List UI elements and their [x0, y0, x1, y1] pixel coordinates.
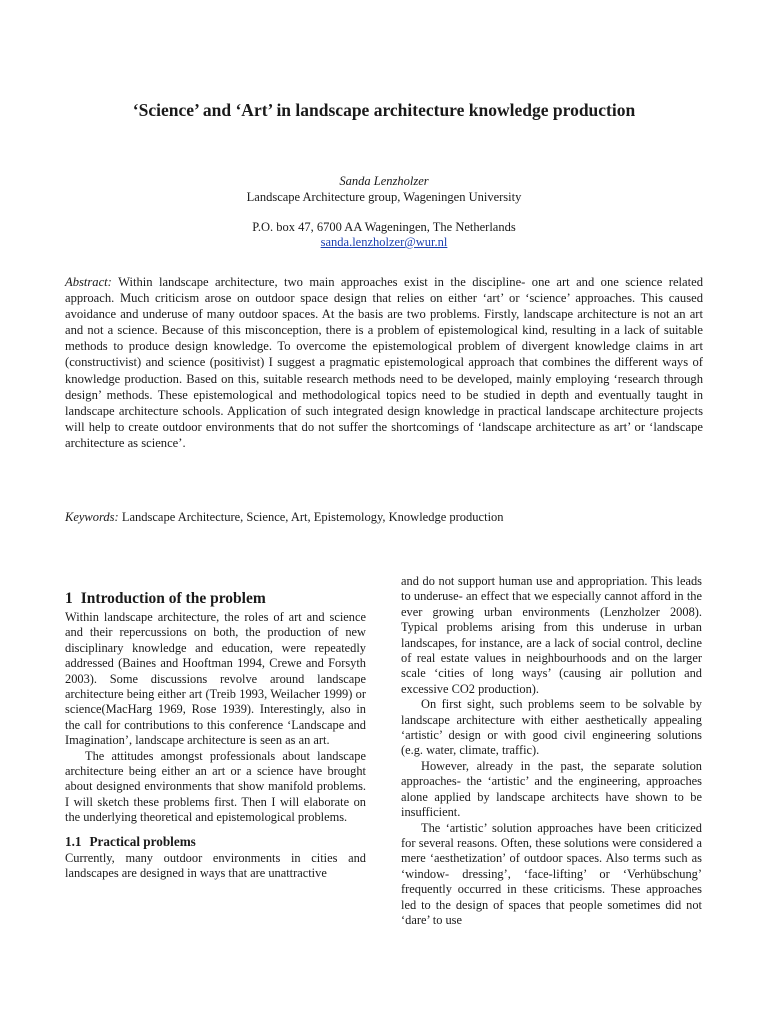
author-address: P.O. box 47, 6700 AA Wageningen, The Netherlands: [252, 220, 516, 234]
right-paragraph-1: and do not support human use and appropriation. This leads to underuse- an effect that we especially cannot afford in the ever growing urban environments (Lenzholzer 2008). Typical problems arising from this underuse in urban landscapes, for instance, are a lack of social control, decline of real estate values in neighbourhoods and on the larger scale ‘cities of long ways’ (causing air pollution and excessive CO2 production).: [401, 574, 702, 696]
right-column: [401, 574, 702, 928]
right-paragraph-3: However, already in the past, the separate solution approaches- the ‘artistic’ and the engineering, approaches alone applied by landscape architects have shown to be insufficient.: [401, 758, 702, 820]
right-paragraph-2: On first sight, such problems seem to be solvable by landscape architecture with either aesthetically appealing ‘artistic’ design or with good civil engineering solutions (e.g. water, climate, traffic).: [401, 697, 702, 758]
section-1-heading: [65, 590, 366, 608]
abstract-label: Abstract:: [65, 275, 112, 289]
keywords-text: Landscape Architecture, Science, Art, Epistemology, Knowledge production: [121, 510, 504, 524]
author-name: Sanda Lenzholzer: [339, 174, 429, 188]
author-email-line: [0, 235, 768, 250]
right-paragraph-4: The ‘artistic’ solution approaches have been criticized for several reasons. Often, these solutions were considered a mere ‘aesthetization’ of outdoor spaces. Also terms such as ‘window- dressing’, ‘face-lifting’ or ‘Verhübschung’ frequently occurred in these criticisms. These approaches led to the design of spaces that people sometimes did not ‘dare’ to use: [401, 820, 702, 927]
section-1-number: 1: [65, 590, 73, 607]
author-email-link[interactable]: sanda.lenzholzer@wur.nl: [320, 235, 448, 249]
section-1-title: Introduction of the problem: [80, 590, 266, 607]
section-1-1-paragraph-1: Currently, many outdoor environments in cities and landscapes are designed in ways that are unattractive: [65, 850, 366, 881]
section-1-1-number: 1.1: [65, 833, 82, 849]
paper-title: ‘Science’ and ‘Art’ in landscape architecture knowledge production: [132, 100, 636, 120]
abstract-text: Within landscape architecture, two main approaches exist in the discipline- one art and one science related approach. Much criticism arose on outdoor space design that relies on either ‘art’ or ‘science’ approaches. This caused avoidance and underuse of many outdoor spaces. At the basis are two problems. Firstly, landscape architecture is not an art and not a science. Because of this misconception, there is a problem of epistemological kind, resulting in a lack of suitable methods to produce design knowledge. To overcome the epistemological problem of divergent knowledge claims in art (constructivist) and science (positivist) I suggest a pragmatic epistemological approach that combines the different ways of knowledge production. Based on this, suitable research methods need to be developed, mainly employing ‘research through design’ methods. These epistemological and methodological topics need to be studied in depth and eventually taught in landscape architecture schools. Application of such integrated design knowledge in practical landscape architecture projects will help to create outdoor environments that do not suffer the shortcomings of ‘landscape architecture as art’ or ‘landscape architecture as science’.: [65, 275, 704, 450]
keywords-label: Keywords:: [65, 510, 119, 524]
abstract: [65, 274, 703, 451]
section-1-paragraph-1: Within landscape architecture, the roles of art and science and their repercussions on both, the production of new disciplinary knowledge and education, were repeatedly addressed (Baines and Hooftman 1994, Crewe and Forsyth 2003). Some discussions revolve around landscape architecture being either art (Treib 1993, Weilacher 1999) or science(MacHarg 1969, Rose 1939). Interestingly, also in the call for contributions to this conference ‘Landscape and Imagination’, landscape architecture is seen as an art.: [65, 610, 366, 748]
keywords: [65, 510, 703, 525]
left-column: [65, 590, 366, 882]
section-1-paragraph-2: The attitudes amongst professionals about landscape architecture being either an art or a science have brought about designed environments that show manifold problems. I will sketch these problems first. Then I will elaborate on the underlying theoretical and epistemological problems.: [65, 748, 366, 825]
section-1-1-title: Practical problems: [89, 833, 196, 849]
author-affiliation: Landscape Architecture group, Wageningen University: [246, 190, 522, 204]
section-1-1-heading: [65, 834, 366, 850]
